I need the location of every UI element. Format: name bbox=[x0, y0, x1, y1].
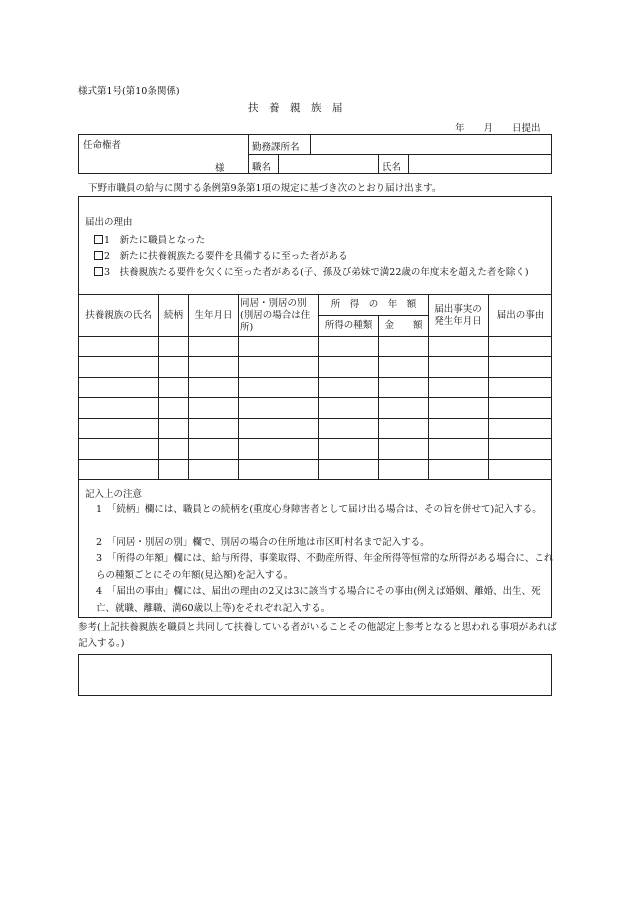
header-birth-date: 生年月日 bbox=[194, 309, 233, 321]
header-relation: 続柄 bbox=[163, 309, 183, 321]
header-occurrence-date: 届出事実の発生年月日 bbox=[434, 303, 482, 327]
header-residence: 同居・別居の別(別居の場合は住所) bbox=[240, 297, 311, 333]
note-item-3: 3 「所得の年額」欄には、給与所得、事業取得、不動産所得、年金所得等恒常的な所得がある場合に、これらの種類ごとにその年額(見込額)を記入する。 bbox=[96, 553, 554, 581]
appointer-field[interactable] bbox=[80, 135, 246, 173]
reference-field[interactable] bbox=[78, 654, 552, 696]
checkbox-icon[interactable] bbox=[94, 251, 103, 260]
notes-label: 記入上の注意 bbox=[85, 489, 143, 500]
reason-item-2[interactable]: 2 新たに扶養親族たる要件を具備するに至った者がある bbox=[94, 248, 348, 262]
intro-text: 下野市職員の給与に関する条例第9条第1項の規定に基づき次のとおり届け出ます。 bbox=[88, 183, 442, 194]
submission-date-line: 年 月 日提出 bbox=[455, 123, 541, 134]
name-field[interactable] bbox=[410, 155, 550, 173]
appointer-honorific: 様 bbox=[215, 163, 225, 174]
reason-item-1[interactable]: 1 新たに職員となった bbox=[94, 232, 205, 246]
header-income-type: 所得の種類 bbox=[324, 320, 373, 331]
note-item-4: 4 「届出の事由」欄には、届出の理由の2又は3に該当する場合にその事由(例えば婚姻、離婚、出生、死亡、就職、離職、満60歳以上等)をそれぞれ記入する。 bbox=[96, 586, 541, 614]
reference-text: 参考(上記扶養親族を職員と共同して扶養している者がいることその他認定上参考となると思われる事項があれば記入する。) bbox=[78, 622, 557, 649]
form-title: 扶 養 親 族 届 bbox=[248, 102, 343, 114]
header-dependent-name: 扶養親族の氏名 bbox=[85, 309, 152, 321]
checkbox-icon[interactable] bbox=[94, 267, 103, 276]
position-label: 職名 bbox=[252, 162, 272, 173]
appointer-label: 任命権者 bbox=[83, 140, 122, 151]
name-label: 氏名 bbox=[382, 162, 402, 173]
workplace-label: 勤務課所名 bbox=[252, 142, 300, 153]
note-item-1: 1 「続柄」欄には、職員との続柄を(重度心身障害者として届け出る場合は、その旨を併せて)記入する。 bbox=[96, 504, 542, 515]
form-number: 様式第1号(第10条関係) bbox=[78, 86, 180, 97]
workplace-field[interactable] bbox=[312, 135, 550, 153]
position-field[interactable] bbox=[280, 155, 376, 173]
checkbox-icon[interactable] bbox=[94, 235, 103, 244]
reason-label: 届出の理由 bbox=[85, 217, 133, 228]
header-annual-income: 所 得 の 年 額 bbox=[330, 299, 417, 310]
header-reason: 届出の事由 bbox=[496, 309, 545, 321]
header-amount: 金 額 bbox=[384, 320, 423, 331]
reason-item-3[interactable]: 3 扶養親族たる要件を欠くに至った者がある(子、孫及び弟妹で満22歳の年度末を超えた者を除く) bbox=[94, 264, 529, 278]
note-item-2: 2 「同居・別居の別」欄で、別居の場合の住所地は市区町村名まで記入する。 bbox=[96, 537, 430, 548]
